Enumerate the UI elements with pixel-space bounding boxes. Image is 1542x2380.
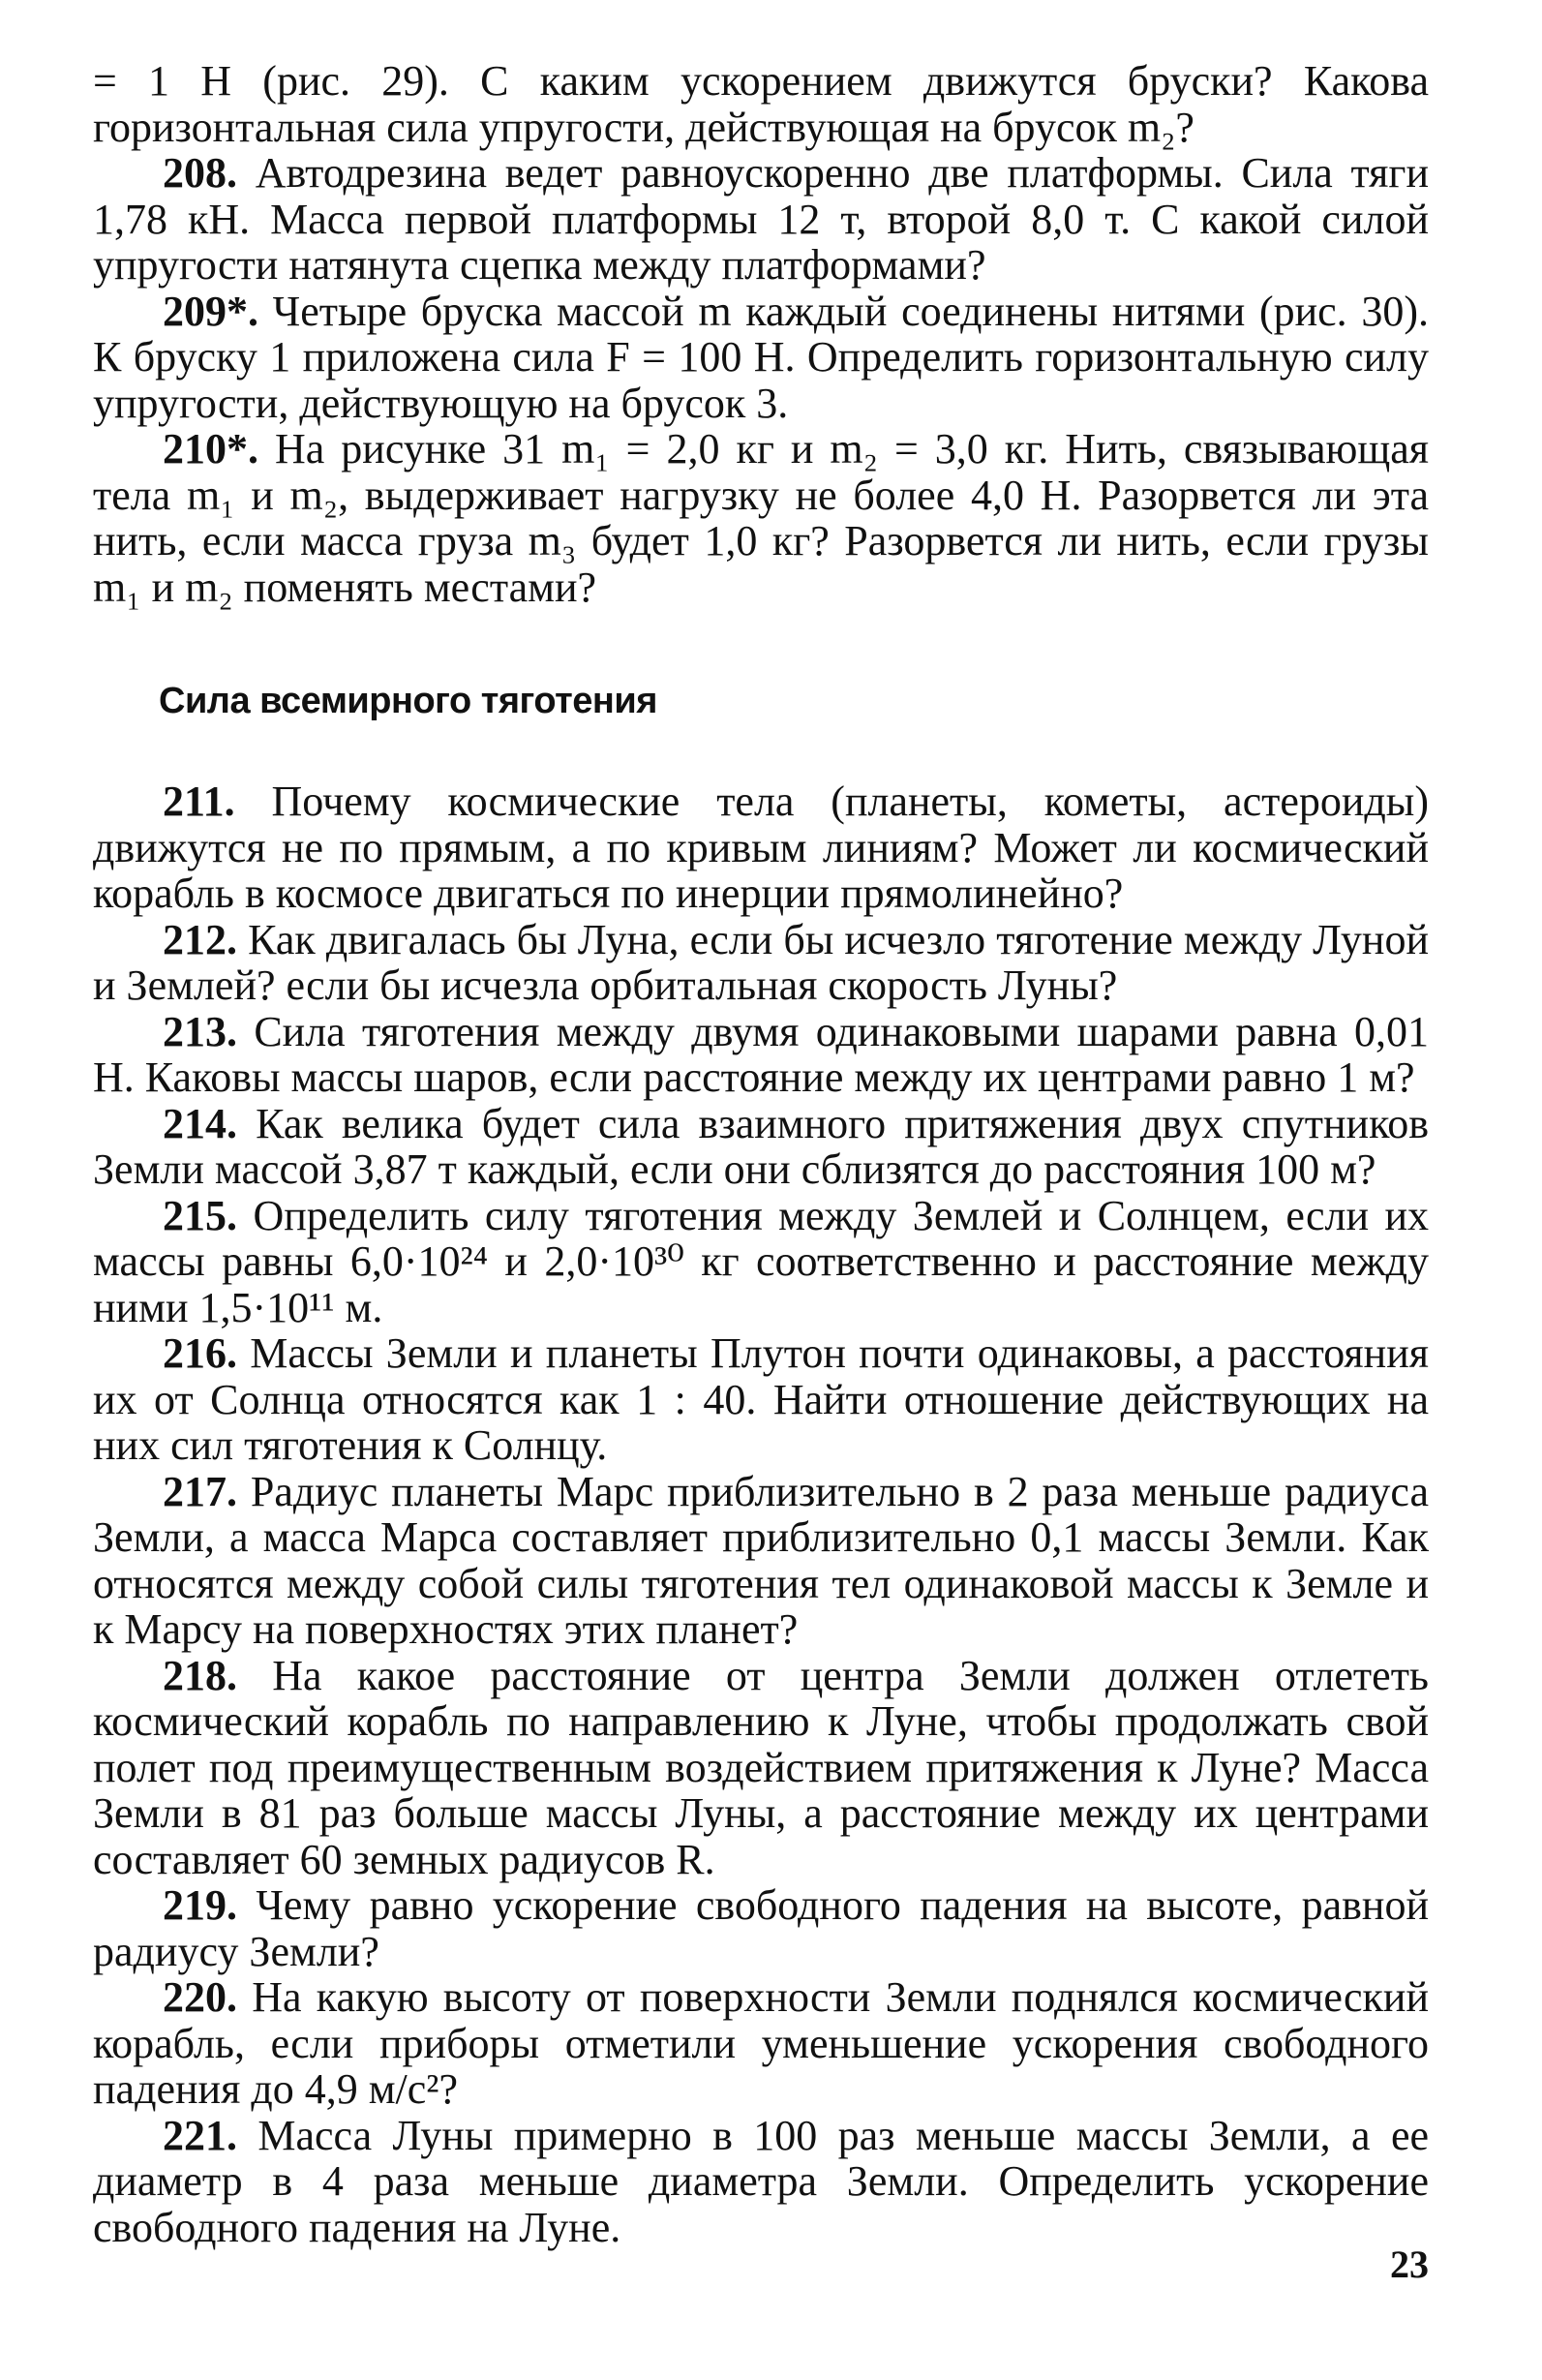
problem-218 bbox=[93, 1653, 1429, 1883]
problem-text: Почему космические тела (планеты, кометы, астероиды) движутся не по прямым, а по кривым линиям? Может ли космический корабль в космосе двигаться по инерции прямолинейно? bbox=[93, 778, 1429, 917]
problem-text: Как велика будет сила взаимного притяжения двух спутников Земли массой 3,87 т каждый, если они сблизятся до расстояния 100 м? bbox=[93, 1099, 1430, 1193]
page-number: 23 bbox=[1390, 2243, 1429, 2286]
problem-212 bbox=[93, 917, 1429, 1009]
problem-number: 218. bbox=[163, 1651, 237, 1699]
problem-text: Автодрезина ведет равноускоренно две платформы. Сила тяги 1,78 кН. Масса первой платформы 12 т, второй 8,0 т. С какой силой упругости натянута сцепка между платформами? bbox=[93, 149, 1430, 289]
problem-219 bbox=[93, 1882, 1429, 1974]
problem-216 bbox=[93, 1330, 1429, 1469]
problem-text: На какую высоту от поверхности Земли поднялся космический корабль, если приборы отметили уменьшение ускорения свободного падения до 4,9 м/с²? bbox=[93, 1973, 1429, 2113]
problem-213 bbox=[93, 1009, 1429, 1101]
problem-text: Радиус планеты Марс приблизительно в 2 раза меньше радиуса Земли, а масса Марса составляет приблизительно 0,1 массы Земли. Как относятся между собой силы тяготения тел одинаковой массы к Земле и к Марсу на поверхностях этих планет? bbox=[93, 1467, 1430, 1653]
problem-211 bbox=[93, 778, 1429, 917]
section-heading: Сила всемирного тяготения bbox=[159, 681, 657, 721]
problem-215 bbox=[93, 1193, 1429, 1331]
problem-text: Четыре бруска массой m каждый соединены нитями (рис. 30). К бруску 1 приложена сила F = 100 Н. Определить горизонтальную силу упругости, действующую на брусок 3. bbox=[93, 287, 1429, 427]
problem-text: Масса Луны примерно в 100 раз меньше массы Земли, а ее диаметр в 4 раза меньше диаметра Земли. Определить ускорение свободного падения на Луне. bbox=[93, 2111, 1429, 2251]
problem-number: 216. bbox=[163, 1329, 237, 1377]
problem-208 bbox=[93, 150, 1429, 289]
problem-number: 219. bbox=[163, 1881, 237, 1929]
problem-number: 220. bbox=[163, 1973, 237, 2021]
problem-number: 210*. bbox=[163, 425, 258, 473]
problem-number: 209*. bbox=[163, 287, 258, 335]
problem-text: Массы Земли и планеты Плутон почти одинаковы, а расстояния их от Солнца относятся как 1 : 40. Найти отношение действующих на них сил тяготения к Солнцу. bbox=[93, 1329, 1429, 1469]
problem-210 bbox=[93, 426, 1429, 610]
problem-number: 214. bbox=[163, 1099, 237, 1147]
problem-number: 212. bbox=[163, 915, 237, 963]
problem-207-continuation bbox=[93, 58, 1429, 150]
problem-209 bbox=[93, 289, 1429, 427]
problem-220 bbox=[93, 1974, 1429, 2113]
problem-text: Чему равно ускорение свободного падения на высоте, равной радиусу Земли? bbox=[93, 1881, 1429, 1975]
book-page bbox=[93, 58, 1429, 2363]
problem-221 bbox=[93, 2113, 1429, 2251]
problem-text: Сила тяготения между двумя одинаковыми шарами равна 0,01 Н. Каковы массы шаров, если расстояние между их центрами равно 1 м? bbox=[93, 1007, 1429, 1101]
problem-number: 213. bbox=[163, 1007, 237, 1055]
problem-number: 217. bbox=[163, 1467, 237, 1515]
problem-text: Определить силу тяготения между Землей и Солнцем, если их массы равны 6,0·10²⁴ и 2,0·10³⁰ кг соответственно и расстояние между ними 1,5·10¹¹ м. bbox=[93, 1191, 1429, 1331]
problem-text: = 1 Н (рис. 29). С каким ускорением движутся бруски? Какова горизонтальная сила упругости, действующая на брусок m₂? bbox=[93, 57, 1429, 151]
problem-number: 221. bbox=[163, 2111, 237, 2159]
problem-text: На какое расстояние от центра Земли должен отлететь космический корабль по направлению к Луне, чтобы продолжать свой полет под преимущественным воздействием притяжения к Луне? Масса Земли в 81 раз больше массы Луны, а расстояние между их центрами составляет 60 земных радиусов R. bbox=[93, 1651, 1429, 1883]
problem-number: 215. bbox=[163, 1191, 237, 1239]
problem-214 bbox=[93, 1101, 1429, 1193]
problem-number: 211. bbox=[163, 778, 235, 825]
problem-217 bbox=[93, 1469, 1429, 1653]
problem-number: 208. bbox=[163, 149, 237, 197]
problem-text: Как двигалась бы Луна, если бы исчезло тяготение между Луной и Землей? если бы исчезла орбитальная скорость Луны? bbox=[93, 915, 1429, 1009]
problem-text: На рисунке 31 m₁ = 2,0 кг и m₂ = 3,0 кг. Нить, связывающая тела m₁ и m₂, выдерживает нагрузку не более 4,0 Н. Разорвется ли эта нить, если масса груза m₃ будет 1,0 кг? Разорвется ли нить, если грузы m₁ и m₂ поменять местами? bbox=[93, 425, 1429, 611]
